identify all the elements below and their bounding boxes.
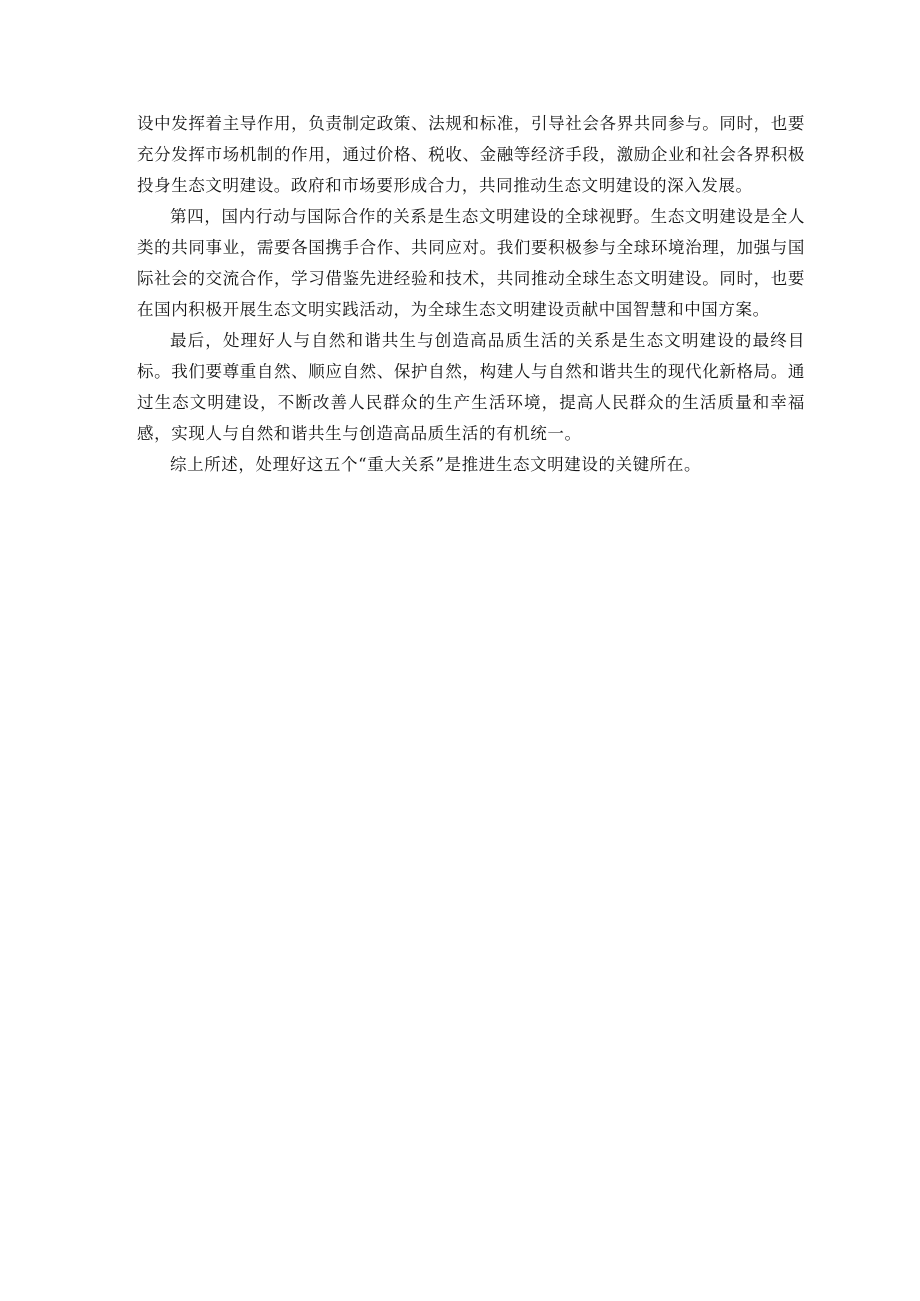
paragraph-harmony-quality-life: 最后，处理好人与自然和谐共生与创造高品质生活的关系是生态文明建设的最终目标。我们要尊重自然、顺应自然、保护自然，构建人与自然和谐共生的现代化新格局。通过生态文明建设，不断改善人民群众的生产生活环境，提高人民群众的生活质量和幸福感，实现人与自然和谐共生与创造高品质生活的有机统一。 — [137, 331, 805, 443]
document-body — [137, 108, 805, 480]
paragraph-domestic-international: 第四，国内行动与国际合作的关系是生态文明建设的全球视野。生态文明建设是全人类的共同事业，需要各国携手合作、共同应对。我们要积极参与全球环境治理，加强与国际社会的交流合作，学习借鉴先进经验和技术，共同推动全球生态文明建设。同时，也要在国内积极开展生态文明实践活动，为全球生态文明建设贡献中国智慧和中国方案。 — [137, 207, 805, 319]
paragraph-government-market: 设中发挥着主导作用，负责制定政策、法规和标准，引导社会各界共同参与。同时，也要充分发挥市场机制的作用，通过价格、税收、金融等经济手段，激励企业和社会各界积极投身生态文明建设。政府和市场要形成合力，共同推动生态文明建设的深入发展。 — [137, 114, 805, 195]
paragraph-conclusion: 综上所述，处理好这五个“重大关系”是推进生态文明建设的关键所在。 — [170, 455, 702, 474]
